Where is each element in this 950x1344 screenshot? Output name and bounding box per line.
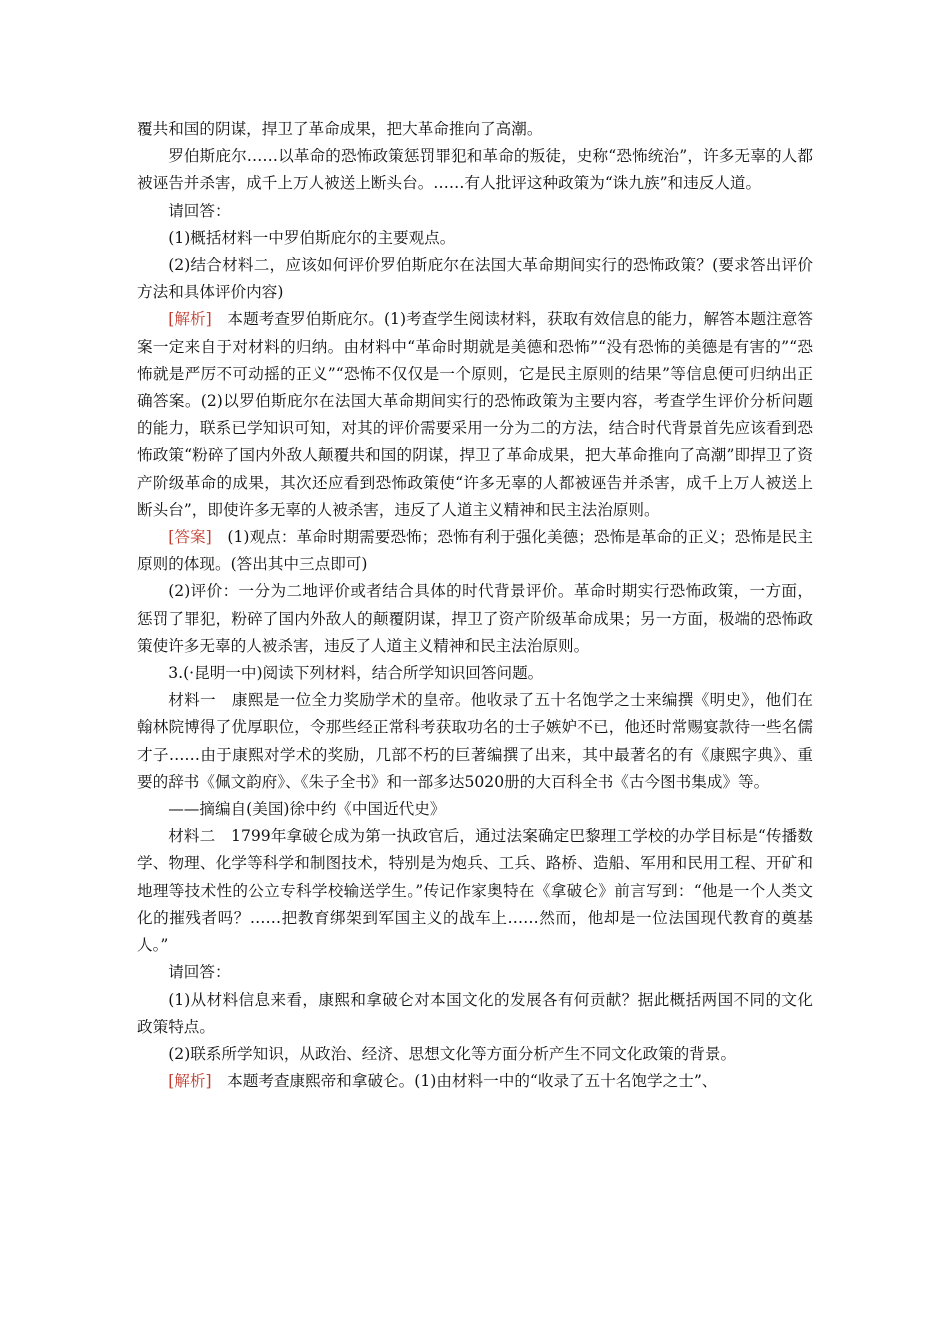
document-page bbox=[137, 116, 813, 1095]
answer-paragraph-2: (2)评价：一分为二地评价或者结合具体的时代背景评价。革命时期实行恐怖政策，一方面，惩罚了罪犯，粉碎了国内外敌人的颠覆阴谋，捍卫了资产阶级革命成果；另一方面，极端的恐怖政策使许多无辜的人被杀害，违反了人道主义精神和民主法治原则。 bbox=[137, 582, 813, 655]
material-2: 材料二 1799年拿破仑成为第一执政官后，通过法案确定巴黎理工学校的办学目标是“传播数学、物理、化学等科学和制图技术，特别是为炮兵、工兵、路桥、造船、军用和民用工程、开矿和地理等技术性的公立专科学校输送学生。”传记作家奥特在《拿破仑》前言写到：“他是一个人类文化的摧残者吗？……把教育绑架到军国主义的战车上……然而，他却是一位法国现代教育的奠基人。” bbox=[137, 827, 813, 955]
answer-tag: [答案] bbox=[168, 528, 212, 547]
analysis-tag: [解析] bbox=[168, 310, 212, 329]
question-1: (1)概括材料一中罗伯斯庇尔的主要观点。 bbox=[168, 228, 456, 247]
question-3-1: (1)从材料信息来看，康熙和拿破仑对本国文化的发展各有何贡献？据此概括两国不同的文化政策特点。 bbox=[137, 990, 813, 1036]
material-1: 材料一 康熙是一位全力奖励学术的皇帝。他收录了五十名饱学之士来编撰《明史》，他们在翰林院博得了优厚职位，令那些经正常科考获取功名的士子嫉妒不已，他还时常赐宴款待一些名儒才子……由于康熙对学术的奖励，几部不朽的巨著编撰了出来，其中最著名的有《康熙字典》、重要的辞书《佩文韵府》、《朱子全书》和一部多达5020册的大百科全书《古今图书集成》等。 bbox=[137, 691, 813, 791]
paragraph-1: 覆共和国的阴谋，捍卫了革命成果，把大革命推向了高潮。 bbox=[137, 120, 543, 138]
please-answer: 请回答： bbox=[168, 963, 231, 982]
question-3-heading: 3.(·昆明一中)阅读下列材料，结合所学知识回答问题。 bbox=[168, 664, 544, 683]
paragraph-3: 请回答： bbox=[168, 201, 231, 220]
analysis-paragraph: [解析] 本题考查罗伯斯庇尔。(1)考查学生阅读材料，获取有效信息的能力，解答本题注意答案一定来自于对材料的归纳。由材料中“革命时期就是美德和恐怖”“没有恐怖的美德是有害的”“恐怖就是严厉不可动摇的正义”“恐怖不仅仅是一个原则，它是民主原则的结果”等信息便可归纳出正确答案。(2)以罗伯斯庇尔在法国大革命期间实行的恐怖政策为主要内容，考查学生评价分析问题的能力，联系已学知识可知，对其的评价需要采用一分为二的方法，结合时代背景首先应该看到恐怖政策“粉碎了国内外敌人颠覆共和国的阴谋，捍卫了革命成果，把大革命推向了高潮”即捍卫了资产阶级革命的成果，其次还应看到恐怖政策使“许多无辜的人都被诬告并杀害，成千上万人被送上断头台”，即使许多无辜的人被杀害，违反了人道主义精神和民主法治原则。 bbox=[137, 310, 813, 519]
question-3-2: (2)联系所学知识，从政治、经济、思想文化等方面分析产生不同文化政策的背景。 bbox=[168, 1044, 737, 1063]
question-2: (2)结合材料二，应该如何评价罗伯斯庇尔在法国大革命期间实行的恐怖政策？(要求答出评价方法和具体评价内容) bbox=[137, 256, 813, 302]
analysis-paragraph-2: [解析] 本题考查康熙帝和拿破仑。(1)由材料一中的“收录了五十名饱学之士”、 bbox=[168, 1072, 718, 1091]
material-1-source: ——摘编自(美国)徐中约《中国近代史》 bbox=[168, 800, 446, 819]
answer-paragraph: [答案] (1)观点：革命时期需要恐怖；恐怖有利于强化美德；恐怖是革命的正义；恐怖是民主原则的体现。(答出其中三点即可) bbox=[137, 528, 813, 574]
analysis-tag-2: [解析] bbox=[168, 1072, 212, 1091]
paragraph-2: 罗伯斯庇尔……以革命的恐怖政策惩罚罪犯和革命的叛徒，史称“恐怖统治”，许多无辜的人都被诬告并杀害，成千上万人被送上断头台。……有人批评这种政策为“诛九族”和违反人道。 bbox=[137, 147, 813, 193]
